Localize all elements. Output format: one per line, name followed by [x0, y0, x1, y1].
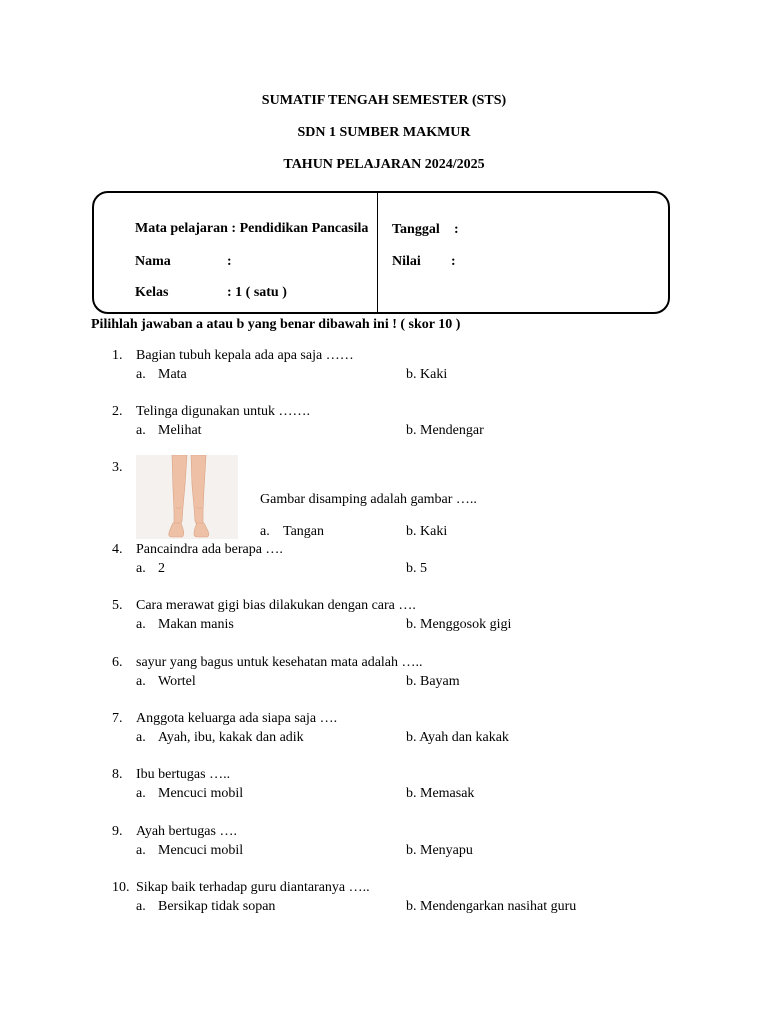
option-a-letter: a. — [136, 843, 146, 858]
question-text: sayur yang bagus untuk kesehatan mata adalah ….. — [136, 655, 423, 670]
instruction-text: Pilihlah jawaban a atau b yang benar dibawah ini ! ( skor 10 ) — [91, 317, 461, 332]
question-text: Cara merawat gigi bias dilakukan dengan cara …. — [136, 598, 416, 613]
option-b: b. Menggosok gigi — [406, 617, 512, 632]
option-b: b. 5 — [406, 561, 427, 576]
option-a-letter: a. — [136, 730, 146, 745]
school-name: SDN 1 SUMBER MAKMUR — [297, 125, 471, 140]
option-a: Bersikap tidak sopan — [158, 899, 276, 914]
class-value: : 1 ( satu ) — [227, 285, 287, 300]
exam-title: SUMATIF TENGAH SEMESTER (STS) — [261, 93, 507, 108]
option-a: Mata — [158, 367, 187, 382]
option-a: Mencuci mobil — [158, 786, 244, 801]
subject-label: Mata pelajaran : Pendidikan Pancasila — [135, 221, 369, 236]
question-text: Pancaindra ada berapa …. — [136, 542, 283, 557]
question-number: 2. — [112, 404, 123, 419]
option-b: b. Kaki — [406, 367, 448, 382]
question-text: Sikap baik terhadap guru diantaranya ….. — [136, 880, 370, 895]
option-a-letter: a. — [136, 617, 146, 632]
date-field: : — [454, 222, 459, 237]
question-text: Telinga digunakan untuk ……. — [136, 404, 310, 419]
question-3-text: Gambar disamping adalah gambar ….. — [260, 492, 477, 507]
question-number: 6. — [112, 655, 123, 670]
option-a-letter: a. — [136, 899, 146, 914]
option-a-letter: a. — [136, 674, 146, 689]
question-number: 10. — [112, 880, 130, 895]
option-a: Mencuci mobil — [158, 843, 244, 858]
option-a: Melihat — [158, 423, 202, 438]
question-number: 8. — [112, 767, 123, 782]
question-number: 5. — [112, 598, 123, 613]
option-b: b. Menyapu — [406, 843, 473, 858]
option-a: Makan manis — [158, 617, 234, 632]
question-text: Ayah bertugas …. — [136, 824, 237, 839]
name-label: Nama — [135, 254, 171, 269]
question-number: 3. — [112, 460, 123, 475]
academic-year: TAHUN PELAJARAN 2024/2025 — [283, 157, 485, 172]
question-number: 9. — [112, 824, 123, 839]
option-b: b. Kaki — [406, 524, 448, 539]
option-b: b. Bayam — [406, 674, 460, 689]
option-b: b. Ayah dan kakak — [406, 730, 509, 745]
option-a-letter: a. — [136, 786, 146, 801]
question-number: 4. — [112, 542, 123, 557]
question-text: Ibu bertugas ….. — [136, 767, 231, 782]
option-a-letter: a. — [136, 561, 146, 576]
info-box-divider — [377, 193, 378, 312]
student-info-box — [92, 191, 670, 314]
option-a: Wortel — [158, 674, 196, 689]
option-a-letter: a. — [260, 524, 270, 539]
option-a-letter: a. — [136, 423, 146, 438]
score-field: : — [451, 254, 456, 269]
option-b: b. Memasak — [406, 786, 475, 801]
option-a: 2 — [158, 561, 165, 576]
question-text: Bagian tubuh kepala ada apa saja …… — [136, 348, 354, 363]
option-b: b. Mendengarkan nasihat guru — [406, 899, 577, 914]
option-a-letter: a. — [136, 367, 146, 382]
option-a: Tangan — [283, 524, 325, 539]
question-number: 1. — [112, 348, 123, 363]
option-a: Ayah, ibu, kakak dan adik — [158, 730, 304, 745]
question-number: 7. — [112, 711, 123, 726]
score-label: Nilai — [392, 254, 421, 269]
class-label: Kelas — [135, 285, 169, 300]
name-field: : — [227, 254, 232, 269]
date-label: Tanggal — [392, 222, 440, 237]
legs-image — [136, 455, 238, 539]
question-text: Anggota keluarga ada siapa saja …. — [136, 711, 338, 726]
option-b: b. Mendengar — [406, 423, 484, 438]
